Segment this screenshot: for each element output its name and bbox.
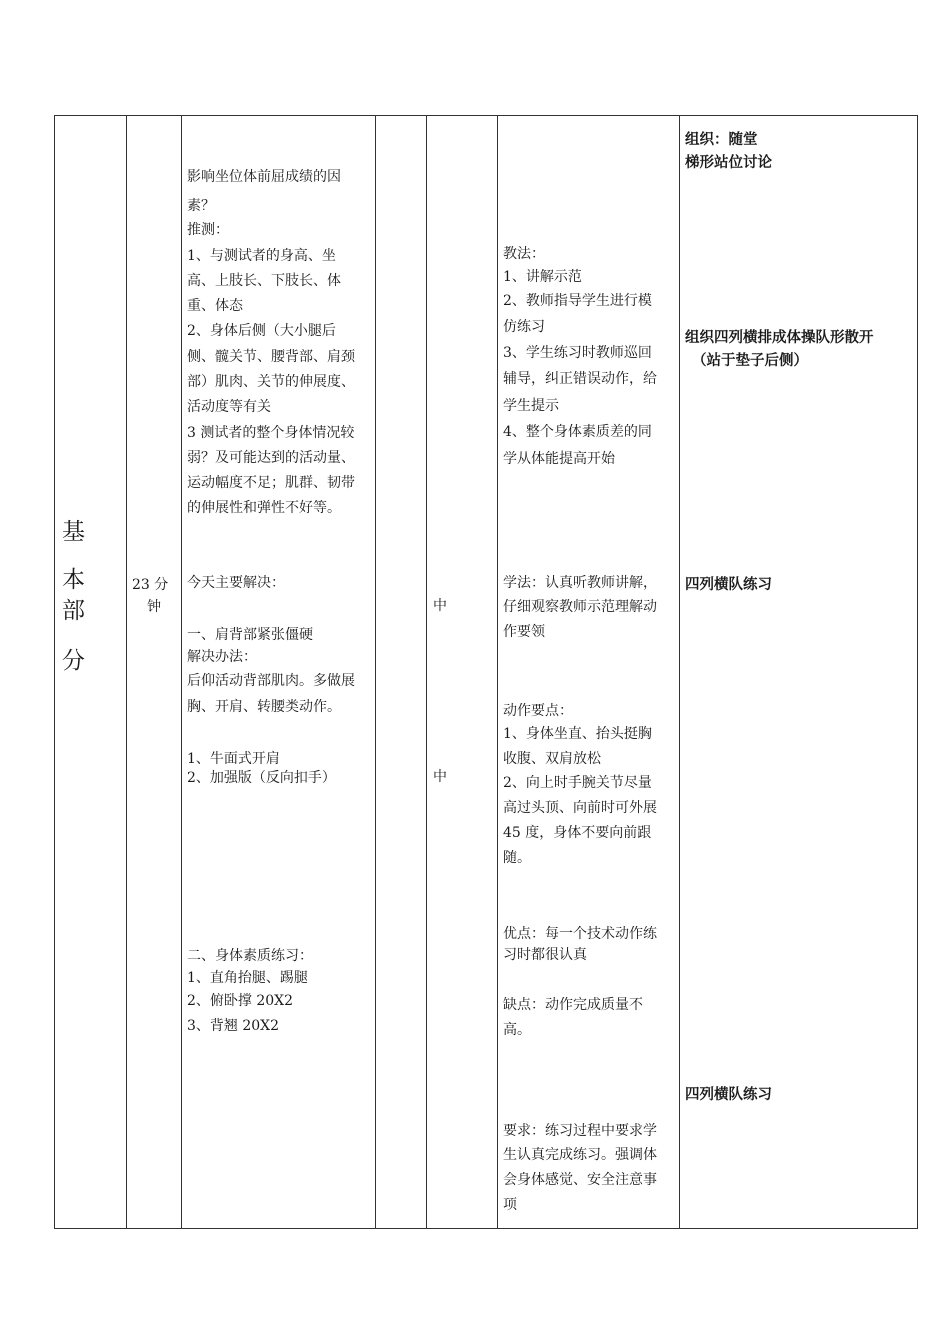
method-line: 2、向上时手腕关节尽量 [503,775,652,791]
method-line: 要求：练习过程中要求学 [503,1123,657,1139]
method-line: 随。 [503,850,531,866]
org-line: 组织四列横排成体操队形散开 [685,330,874,346]
org-line: 四列横队练习 [685,577,772,593]
content-line: 影响坐位体前屈成绩的因 [187,169,341,185]
method-line: 学从体能提高开始 [503,451,615,467]
org-line: 梯形站位讨论 [685,155,772,171]
content-line: 胸、开肩、转腰类动作。 [187,699,341,715]
method-line: 习时都很认真 [503,947,587,963]
content-line: 高、上肢长、下肢长、体 [187,273,341,289]
content-line: 2、身体后侧（大小腿后 [187,323,336,339]
content-line: 弱？及可能达到的活动量、 [187,450,355,466]
content-line: 3 测试者的整个身体情况较 [187,425,355,441]
method-line: 教法： [503,246,545,262]
org-line: 四列横队练习 [685,1087,772,1103]
method-line: 动作要点： [503,703,573,719]
method-line: 项 [503,1197,517,1213]
method-line: 缺点：动作完成质量不 [503,997,643,1013]
method-line: 1、讲解示范 [503,269,582,285]
section-label-char: 分 [62,648,85,674]
content-line: 2、加强版（反向扣手） [187,770,336,786]
method-line: 高。 [503,1022,531,1038]
content-line: 1、牛面式开肩 [187,751,280,767]
org-line: （站于垫子后侧） [692,353,808,369]
method-line: 优点：每一个技术动作练 [503,926,657,942]
intensity-value: 中 [433,769,447,785]
content-line: 重、体态 [187,298,243,314]
intensity-value: 中 [433,598,447,614]
content-line: 2、俯卧撑 20X2 [187,993,294,1009]
content-line: 1、与测试者的身高、坐 [187,248,336,264]
time-value: 23 分 [132,577,169,593]
column-divider [126,116,127,1228]
column-divider [181,116,182,1228]
content-line: 解决办法： [187,649,257,665]
method-line: 学生提示 [503,398,559,414]
content-line: 活动度等有关 [187,399,271,415]
content-line: 二、身体素质练习： [187,948,313,964]
lesson-plan-table [54,115,918,1229]
content-line: 一、肩背部紧张僵硬 [187,627,313,643]
content-line: 的伸展性和弹性不好等。 [187,500,341,516]
content-line: 部）肌肉、关节的伸展度、 [187,374,355,390]
column-divider [497,116,498,1228]
section-label-char: 基 [62,519,85,545]
org-line: 组织：随堂 [685,132,758,148]
content-line: 运动幅度不足；肌群、韧带 [187,475,355,491]
section-label-char: 部 [62,598,85,624]
method-line: 高过头顶、向前时可外展 [503,800,657,816]
method-line: 3、学生练习时教师巡回 [503,345,652,361]
method-line: 1、身体坐直、抬头挺胸 [503,726,652,742]
method-line: 辅导，纠正错误动作，给 [503,371,657,387]
method-line: 生认真完成练习。强调体 [503,1147,657,1163]
method-line: 仿练习 [503,319,545,335]
method-line: 收腹、双肩放松 [503,751,601,767]
content-line: 3、背翘 20X2 [187,1018,280,1034]
content-line: 素？ [187,198,215,214]
section-label-char: 本 [62,567,85,593]
content-line: 推测： [187,222,229,238]
method-line: 作要领 [503,624,545,640]
content-line: 今天主要解决： [187,575,285,591]
content-line: 1、直角抬腿、踢腿 [187,970,308,986]
content-line: 后仰活动背部肌肉。多做展 [187,673,355,689]
column-divider [375,116,376,1228]
column-divider [426,116,427,1228]
method-line: 4、整个身体素质差的同 [503,424,652,440]
method-line: 45 度，身体不要向前跟 [503,825,652,841]
method-line: 学法：认真听教师讲解， [503,575,657,591]
method-line: 仔细观察教师示范理解动 [503,599,657,615]
method-line: 会身体感觉、安全注意事 [503,1172,657,1188]
time-unit: 钟 [147,599,161,615]
method-line: 2、教师指导学生进行模 [503,293,652,309]
content-line: 侧、髋关节、腰背部、肩颈 [187,349,355,365]
column-divider [679,116,680,1228]
